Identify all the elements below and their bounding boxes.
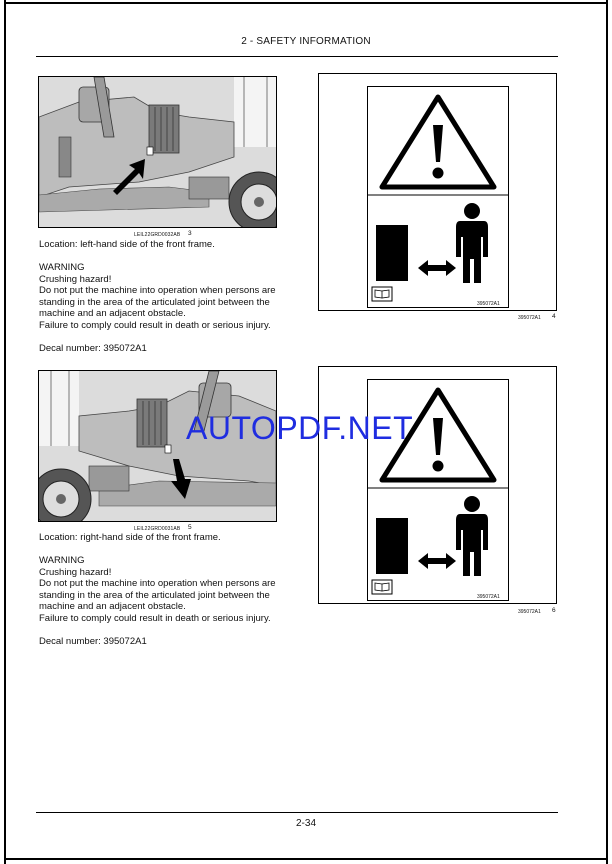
text-block-2 — [39, 532, 299, 647]
machine-photo-left-side — [38, 76, 277, 228]
decal-code: 395072A1 — [477, 301, 500, 307]
page-border-bottom — [4, 858, 608, 860]
location-text: Location: left-hand side of the front frame. — [39, 239, 215, 250]
decal-code: 395072A1 — [477, 594, 500, 600]
warning-body: Do not put the machine into operation when persons are standing in the area of the articulated joint between the machine and an adjacent obstacle. — [39, 285, 276, 319]
pointer-arrow-icon — [109, 157, 149, 197]
decal-figure-number: 4 — [552, 313, 556, 320]
footer-rule — [36, 812, 558, 813]
section-title: 2 - SAFETY INFORMATION — [241, 36, 371, 47]
decal-image-2 — [318, 366, 557, 604]
failure-text: Failure to comply could result in death or serious injury. — [39, 319, 271, 331]
decal-number-text: Decal number: 395072A1 — [39, 635, 147, 647]
watermark: AUTOPDF.NET — [186, 410, 414, 446]
warning-title: WARNING — [39, 262, 85, 273]
pointer-arrow-icon — [167, 457, 197, 501]
decal-image-1 — [318, 73, 557, 311]
warning-body: Do not put the machine into operation when persons are standing in the area of the articulated joint between the machine and an adjacent obstacle. — [39, 578, 276, 612]
photo-reference: LEIL22GRD0031AB — [134, 526, 181, 532]
hazard-text: Crushing hazard! — [39, 566, 112, 578]
figure-number: 3 — [188, 230, 192, 237]
warning-title: WARNING — [39, 555, 85, 566]
manual-book-icon — [372, 287, 392, 301]
page-border-top — [4, 2, 608, 4]
page-border-right — [606, 0, 608, 864]
hazard-text: Crushing hazard! — [39, 273, 112, 285]
text-block-1 — [39, 239, 299, 354]
manual-book-icon — [372, 580, 392, 594]
page-number: 2-34 — [295, 818, 316, 829]
page-border-left — [4, 0, 6, 864]
header-rule — [36, 56, 558, 57]
double-arrow-icon — [418, 260, 456, 276]
decal-number-text: Decal number: 395072A1 — [39, 342, 147, 354]
figure-number: 5 — [188, 524, 192, 531]
decal-panel — [367, 86, 509, 308]
decal-figure-ref: 395072A1 — [518, 609, 541, 615]
decal-figure-number: 6 — [552, 607, 556, 614]
location-text: Location: right-hand side of the front frame. — [39, 532, 221, 543]
photo-reference: LEIL22GRD0032AB — [134, 232, 181, 238]
double-arrow-icon — [418, 553, 456, 569]
person-icon — [456, 203, 488, 283]
person-icon — [456, 496, 488, 576]
failure-text: Failure to comply could result in death or serious injury. — [39, 612, 271, 624]
decal-figure-ref: 395072A1 — [518, 315, 541, 321]
warning-triangle-icon — [382, 97, 494, 187]
